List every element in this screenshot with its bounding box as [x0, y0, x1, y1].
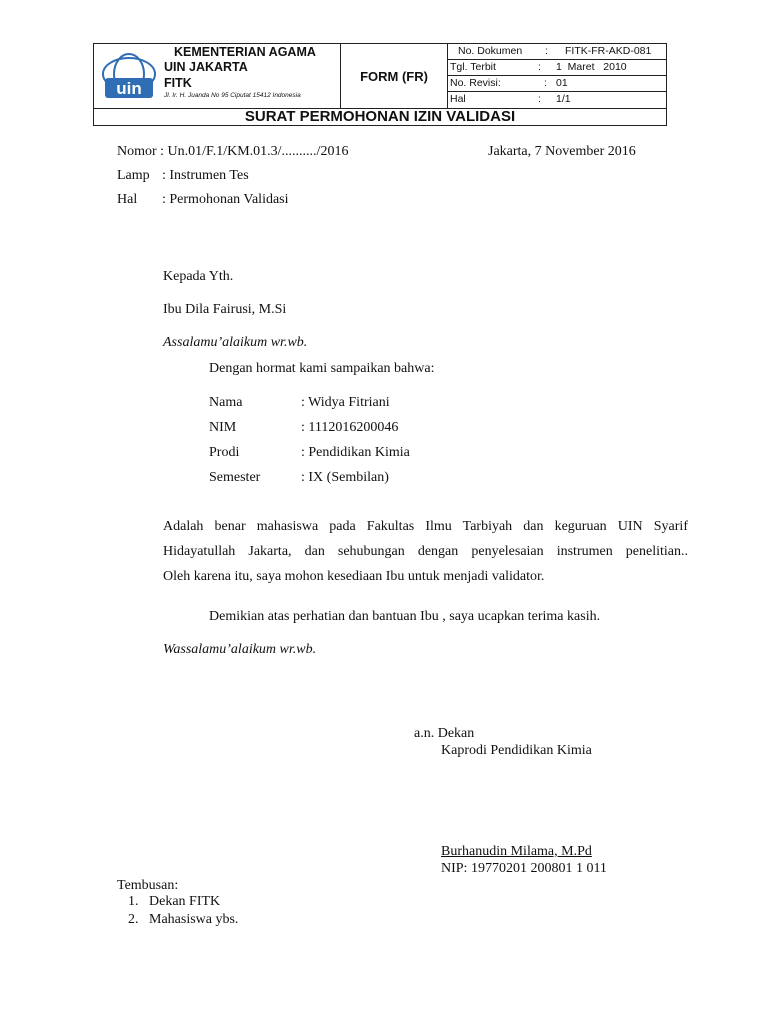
- meta-sep: :: [545, 45, 548, 57]
- recipient-name: Ibu Dila Fairusi, M.Si: [163, 302, 287, 317]
- body-paragraph: [163, 514, 688, 589]
- student-value: : 1112016200046: [301, 420, 399, 435]
- institution-address: Jl. Ir. H. Juanda No 95 Ciputat 15412 Indonesia: [164, 92, 301, 99]
- meta-sep: :: [544, 77, 547, 89]
- student-value: : Pendidikan Kimia: [301, 445, 410, 460]
- student-label: Semester: [209, 470, 261, 485]
- meta-sep: :: [538, 93, 541, 105]
- student-value: : IX (Sembilan): [301, 470, 389, 485]
- document-title: SURAT PERMOHONAN IZIN VALIDASI: [94, 108, 666, 126]
- attachment-label: Lamp: [117, 168, 150, 183]
- document-header: [93, 43, 667, 126]
- cc-label: Tembusan:: [117, 878, 179, 893]
- signature-on-behalf: a.n. Dekan: [414, 726, 475, 741]
- student-label: Nama: [209, 395, 243, 410]
- place-date: Jakarta, 7 November 2016: [488, 144, 636, 159]
- body-line: Adalah benar mahasiswa pada Fakultas Ilmu Tarbiyah dan keguruan UIN Syarif: [163, 519, 688, 534]
- student-value: : Widya Fitriani: [301, 395, 390, 410]
- subject-value: : Permohonan Validasi: [162, 192, 289, 207]
- institution-line-3: FITK: [164, 76, 192, 90]
- meta-row: [448, 92, 667, 108]
- letter-number: Nomor : Un.01/F.1/KM.01.3/........../2016: [117, 144, 349, 159]
- body-line: Oleh karena itu, saya mohon kesediaan Ibu untuk menjadi validator.: [163, 569, 545, 584]
- closing-text: Demikian atas perhatian dan bantuan Ibu , saya ucapkan terima kasih.: [209, 609, 601, 624]
- meta-sep: :: [538, 61, 541, 73]
- meta-row: [448, 44, 667, 60]
- meta-row: [448, 76, 667, 92]
- meta-value: FITK-FR-AKD-081: [565, 45, 652, 57]
- uin-logo: [99, 52, 159, 102]
- subject-label: Hal: [117, 192, 138, 207]
- meta-label: Tgl. Terbit: [450, 61, 496, 73]
- form-label: FORM (FR): [341, 44, 448, 108]
- logo-text: uin: [116, 79, 142, 98]
- student-label: NIM: [209, 420, 237, 435]
- institution-line-1: KEMENTERIAN AGAMA: [174, 45, 316, 59]
- salutation-to: Kepada Yth.: [163, 269, 234, 284]
- meta-label: No. Revisi:: [450, 77, 501, 89]
- body-line: Hidayatullah Jakarta, dan sehubungan dengan penyelesaian instrumen penelitian..: [163, 544, 688, 559]
- farewell: Wassalamu’alaikum wr.wb.: [163, 642, 317, 657]
- meta-value: 01: [556, 77, 568, 89]
- attachment-value: : Instrumen Tes: [162, 168, 249, 183]
- student-label: Prodi: [209, 445, 240, 460]
- cc-item: 1. Dekan FITK: [128, 894, 221, 909]
- meta-row: [448, 60, 667, 76]
- institution-block: [94, 44, 341, 108]
- intro-text: Dengan hormat kami sampaikan bahwa:: [209, 361, 435, 376]
- signer-name: Burhanudin Milama, M.Pd: [441, 844, 592, 859]
- signer-nip: NIP: 19770201 200801 1 011: [441, 861, 607, 876]
- document-meta: [448, 44, 667, 108]
- institution-line-2: UIN JAKARTA: [164, 60, 248, 74]
- meta-label: Hal: [450, 93, 466, 105]
- meta-label: No. Dokumen: [458, 45, 523, 57]
- meta-value: 1 Maret 2010: [556, 61, 627, 73]
- meta-value: 1/1: [556, 93, 571, 105]
- greeting: Assalamu’alaikum wr.wb.: [163, 335, 308, 350]
- signature-position: Kaprodi Pendidikan Kimia: [441, 743, 592, 758]
- cc-item: 2. Mahasiswa ybs.: [128, 912, 239, 927]
